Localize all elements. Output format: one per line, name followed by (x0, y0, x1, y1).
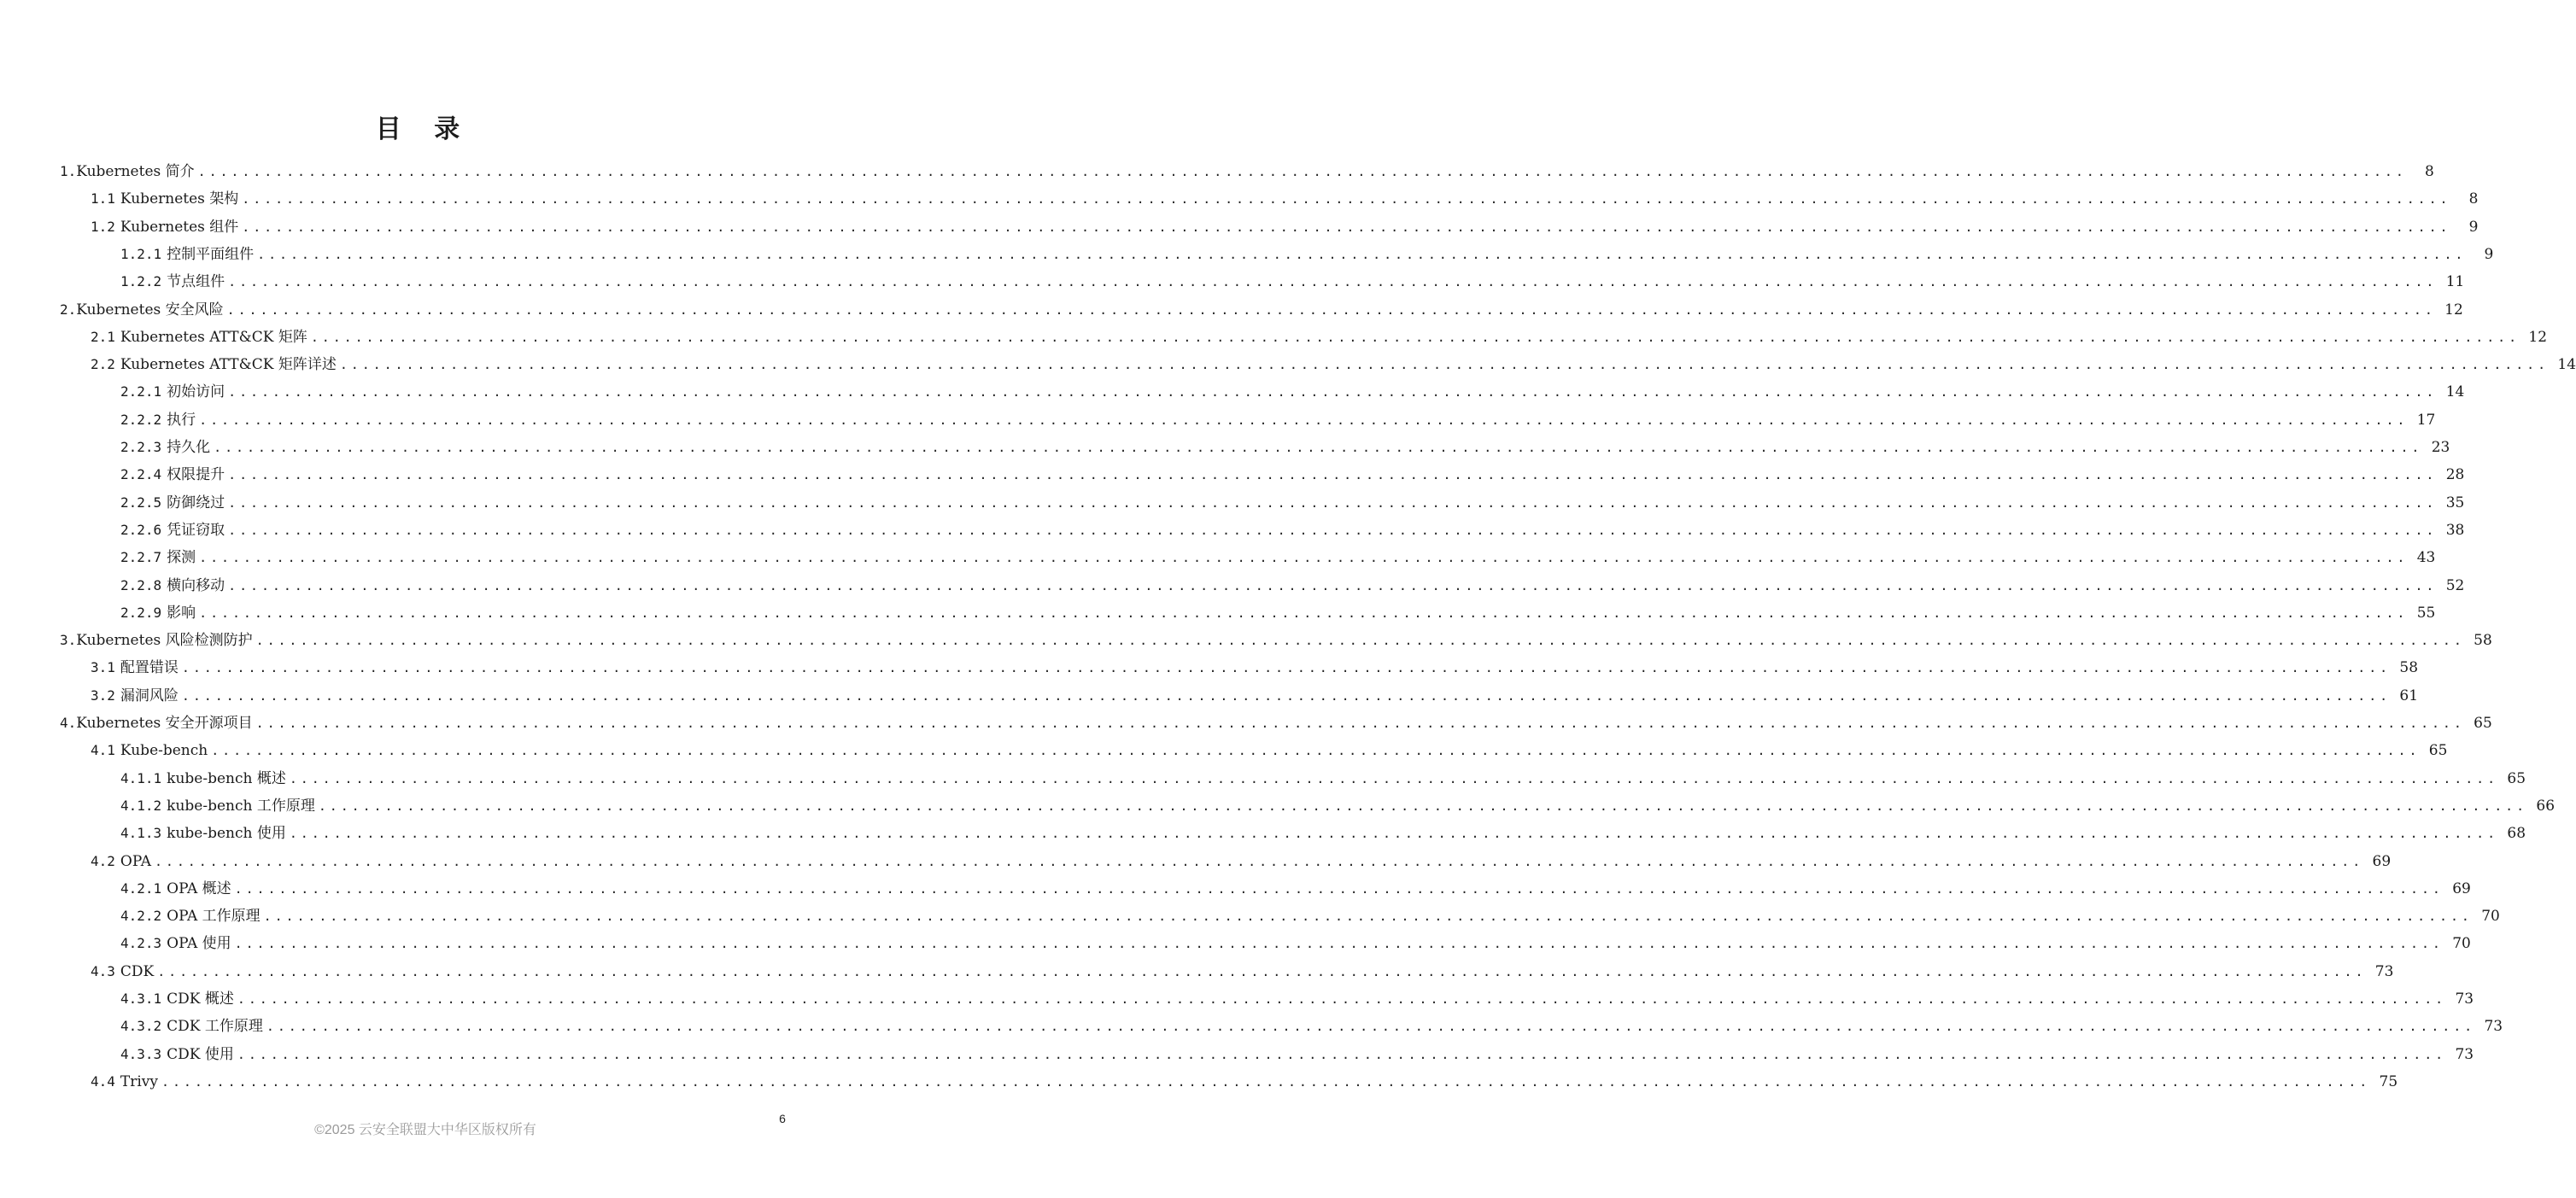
toc-entry-title: CDK 概述 (167, 991, 234, 1008)
toc-entry-page: 61 (2399, 687, 2419, 704)
toc-entry-number: 4.2.1 (120, 880, 162, 897)
toc-entry-page: 69 (2372, 852, 2392, 870)
toc-entry-page: 65 (2428, 742, 2448, 760)
toc-entry[interactable] (91, 959, 2394, 985)
toc-entry-title: Kubernetes ATT&CK 矩阵详述 (120, 356, 337, 374)
toc-entry[interactable] (120, 986, 2474, 1012)
toc-entry-number: 1.2.1 (120, 245, 162, 262)
toc-entry-number: 4.4 (91, 1072, 115, 1090)
toc-entry[interactable] (120, 766, 2526, 792)
toc-entry-number: 4.1.1 (120, 769, 162, 786)
dot-leader: ........................................................................................................................................................................................................ (234, 936, 2444, 952)
toc-entry-title: 横向移动 (167, 576, 225, 594)
toc-entry[interactable] (120, 793, 2556, 819)
toc-entry-page: 12 (2444, 301, 2463, 318)
toc-entry-number: 2.2.1 (120, 383, 162, 400)
dot-leader: ........................................................................................................................................................................................................ (199, 412, 2409, 428)
dot-leader: ........................................................................................................................................................................................................ (255, 716, 2465, 731)
toc-entry[interactable] (120, 903, 2500, 929)
toc-entry[interactable] (120, 517, 2465, 543)
toc-entry-number: 2.2.7 (120, 549, 162, 566)
dot-leader: ........................................................................................................................................................................................................ (255, 633, 2465, 649)
toc-entry-number: 2.2.3 (120, 439, 162, 455)
toc-entry-page: 69 (2452, 880, 2471, 897)
toc-entry-number: 2.2.6 (120, 521, 162, 538)
toc-entry-page: 70 (2452, 935, 2471, 953)
toc-entry[interactable] (120, 379, 2465, 405)
toc-entry-number: 4.2.3 (120, 935, 162, 952)
dot-leader: ........................................................................................................................................................................................................ (181, 687, 2392, 704)
toc-entry-title: Kubernetes 安全风险 (76, 301, 224, 318)
toc-entry-number: 2.2.8 (120, 576, 162, 593)
toc-entry[interactable] (91, 324, 2548, 350)
toc-entry-page: 43 (2416, 549, 2436, 567)
dot-leader: ........................................................................................................................................................................................................ (228, 494, 2438, 511)
toc-entry-page: 65 (2474, 715, 2492, 732)
dot-leader: ........................................................................................................................................................................................................ (234, 880, 2444, 897)
dot-leader: ........................................................................................................................................................................................................ (199, 550, 2409, 566)
toc-entry-number: 1.2 (91, 218, 115, 235)
toc-entry-title: kube-bench 概述 (167, 769, 286, 787)
toc-entry-title: kube-bench 工作原理 (167, 797, 315, 815)
toc-entry-title: 影响 (167, 604, 196, 622)
toc-title: 目 录 (375, 114, 472, 144)
dot-leader: ........................................................................................................................................................................................................ (228, 467, 2438, 483)
toc-entry-page: 70 (2481, 908, 2500, 926)
toc-entry-title: 执行 (167, 411, 196, 429)
toc-entry-title: CDK (120, 962, 155, 980)
toc-entry[interactable] (91, 655, 2419, 681)
toc-entry-number: 2.2.5 (120, 494, 162, 511)
toc-entry[interactable] (120, 876, 2471, 902)
toc-entry-title: Kube-bench (120, 742, 208, 760)
toc-entry-number: 2.2.4 (120, 466, 162, 483)
toc-entry-page: 73 (2374, 962, 2394, 980)
toc-entry[interactable] (120, 435, 2450, 460)
toc-entry-page: 55 (2416, 604, 2436, 622)
copyright-footer: ©2025 云安全联盟大中华区版权所有 (314, 1123, 536, 1137)
toc-entry-title: OPA 使用 (167, 935, 231, 953)
toc-entry-page: 35 (2445, 494, 2465, 511)
toc-entry-title: Kubernetes ATT&CK 矩阵 (120, 328, 307, 346)
toc-entry-number: 1. (60, 163, 77, 179)
dot-leader: ........................................................................................................................................................................................................ (339, 357, 2550, 373)
toc-entry-title: Kubernetes 架构 (120, 190, 239, 208)
toc-entry-title: OPA 工作原理 (167, 908, 261, 926)
toc-entry-number: 1.1 (91, 190, 115, 207)
toc-entry-page: 9 (2468, 218, 2479, 236)
toc-entry-title: Kubernetes 安全开源项目 (76, 715, 253, 732)
toc-entry[interactable] (120, 407, 2436, 433)
dot-leader: ........................................................................................................................................................................................................ (228, 384, 2438, 400)
toc-entry-page: 68 (2507, 825, 2526, 843)
dot-leader: ........................................................................................................................................................................................................ (237, 1046, 2447, 1062)
dot-leader: ........................................................................................................................................................................................................ (228, 522, 2438, 538)
toc-entry-title: 配置错误 (120, 659, 179, 677)
toc-entry-number: 4.1 (91, 742, 115, 759)
toc-entry[interactable] (91, 1069, 2398, 1095)
toc-entry-number: 3.2 (91, 687, 115, 704)
toc-entry[interactable] (91, 738, 2448, 763)
toc-entry[interactable] (91, 352, 2576, 377)
toc-entry-page: 75 (2379, 1072, 2398, 1090)
toc-entry-title: 防御绕过 (167, 494, 225, 511)
dot-leader: ........................................................................................................................................................................................................ (257, 246, 2467, 262)
toc-entry-number: 3. (60, 632, 77, 649)
toc-entry[interactable] (120, 242, 2494, 267)
toc-entry-page: 8 (2468, 190, 2479, 208)
toc-entry-page: 73 (2455, 991, 2474, 1008)
dot-leader: ........................................................................................................................................................................................................ (199, 605, 2409, 621)
toc-entry-page: 12 (2528, 328, 2548, 346)
dot-leader: ........................................................................................................................................................................................................ (214, 440, 2423, 455)
toc-entry-number: 4.1.3 (120, 825, 162, 842)
toc-entry-number: 2.1 (91, 328, 115, 345)
dot-leader: ........................................................................................................................................................................................................ (242, 191, 2451, 207)
dot-leader: ........................................................................................................................................................................................................ (266, 1019, 2476, 1035)
dot-leader: ........................................................................................................................................................................................................ (228, 577, 2438, 593)
dot-leader: ........................................................................................................................................................................................................ (289, 770, 2499, 786)
toc-entry-number: 4.3.1 (120, 991, 162, 1007)
toc-entry-title: 持久化 (167, 439, 211, 456)
toc-entry-number: 1.2.2 (120, 273, 162, 290)
toc-entry[interactable] (120, 462, 2465, 488)
toc-entry-title: CDK 使用 (167, 1045, 234, 1063)
dot-leader: ........................................................................................................................................................................................................ (318, 798, 2528, 814)
toc-entry-number: 3.1 (91, 659, 115, 676)
dot-leader: ........................................................................................................................................................................................................ (211, 743, 2421, 759)
page-number: 6 (779, 1112, 786, 1125)
toc-entry-title: 凭证窃取 (167, 521, 225, 539)
toc-entry-title: Trivy (120, 1072, 159, 1090)
toc-entry-title: 权限提升 (167, 466, 225, 484)
toc-entry-title: Kubernetes 组件 (120, 218, 239, 236)
toc-entry-title: CDK 工作原理 (167, 1018, 263, 1036)
dot-leader: ........................................................................................................................................................................................................ (161, 1073, 2371, 1090)
toc-entry[interactable] (60, 628, 2492, 653)
toc-entry[interactable] (120, 821, 2526, 846)
toc-entry[interactable] (60, 159, 2434, 184)
toc-entry[interactable] (120, 1014, 2503, 1039)
toc-entry-number: 2.2.9 (120, 604, 162, 621)
toc-entry[interactable] (120, 1042, 2474, 1067)
toc-entry-page: 14 (2445, 383, 2465, 401)
dot-leader: ........................................................................................................................................................................................................ (237, 991, 2447, 1007)
dot-leader: ........................................................................................................................................................................................................ (181, 660, 2392, 676)
toc-entry-number: 4.3.2 (120, 1018, 162, 1035)
toc-entry-title: OPA 概述 (167, 880, 231, 897)
toc-entry-page: 58 (2399, 659, 2419, 677)
toc-entry-page: 8 (2424, 163, 2434, 180)
toc-entry-page: 9 (2484, 245, 2494, 263)
toc-entry-title: OPA (120, 852, 151, 870)
toc-entry-title: 漏洞风险 (120, 687, 179, 704)
toc-entry-number: 4.1.2 (120, 797, 162, 814)
toc-entry[interactable] (91, 214, 2479, 240)
toc-entry-page: 14 (2557, 356, 2576, 374)
toc-entry-page: 66 (2536, 797, 2556, 815)
toc-entry-number: 4.2.2 (120, 908, 162, 925)
dot-leader: ........................................................................................................................................................................................................ (157, 963, 2367, 979)
dot-leader: ........................................................................................................................................................................................................ (228, 274, 2438, 290)
toc-entry-title: 节点组件 (167, 273, 225, 291)
toc-entry-page: 73 (2484, 1018, 2503, 1036)
toc-entry-page: 11 (2445, 273, 2465, 291)
toc-entry-page: 52 (2445, 576, 2465, 594)
toc-entry[interactable] (91, 849, 2392, 874)
toc-entry[interactable] (60, 297, 2463, 323)
dot-leader: ........................................................................................................................................................................................................ (310, 329, 2520, 345)
toc-entry-page: 28 (2445, 466, 2465, 484)
toc-entry[interactable] (120, 269, 2465, 295)
dot-leader: ........................................................................................................................................................................................................ (242, 219, 2451, 235)
toc-entry-title: 控制平面组件 (167, 245, 255, 263)
toc-entry-number: 4.3 (91, 962, 115, 979)
toc-entry-number: 2.2 (91, 356, 115, 373)
toc-entry-title: Kubernetes 风险检测防护 (76, 632, 253, 650)
dot-leader: ........................................................................................................................................................................................................ (155, 853, 2364, 869)
toc-entry-title: Kubernetes 简介 (76, 163, 195, 180)
toc-entry-number: 4. (60, 715, 77, 731)
toc-entry-page: 17 (2416, 411, 2436, 429)
dot-leader: ........................................................................................................................................................................................................ (197, 164, 2407, 179)
toc-entry[interactable] (91, 186, 2479, 212)
toc-entry[interactable] (120, 573, 2465, 599)
toc-entry[interactable] (120, 490, 2465, 516)
toc-entry[interactable] (120, 931, 2471, 956)
toc-entry-page: 65 (2507, 769, 2526, 787)
toc-entry-number: 4.3.3 (120, 1045, 162, 1062)
toc-entry-number: 4.2 (91, 852, 115, 869)
toc-entry-page: 38 (2445, 521, 2465, 539)
toc-entry[interactable] (120, 600, 2436, 626)
toc-entry[interactable] (91, 683, 2419, 709)
toc-entry-page: 58 (2474, 632, 2492, 650)
toc-entry-page: 23 (2431, 439, 2450, 456)
dot-leader: ........................................................................................................................................................................................................ (289, 826, 2499, 842)
toc-entry-page: 73 (2455, 1045, 2474, 1063)
dot-leader: ........................................................................................................................................................................................................ (263, 909, 2473, 925)
dot-leader: ........................................................................................................................................................................................................ (226, 301, 2436, 318)
toc-entry-title: kube-bench 使用 (167, 825, 286, 843)
toc-entry-title: 初始访问 (167, 383, 225, 401)
toc-entry-number: 2.2.2 (120, 411, 162, 428)
toc-entry-title: 探测 (167, 549, 196, 567)
toc-entry[interactable] (120, 545, 2436, 570)
toc-entry[interactable] (60, 710, 2492, 736)
toc-entry-number: 2. (60, 301, 77, 318)
